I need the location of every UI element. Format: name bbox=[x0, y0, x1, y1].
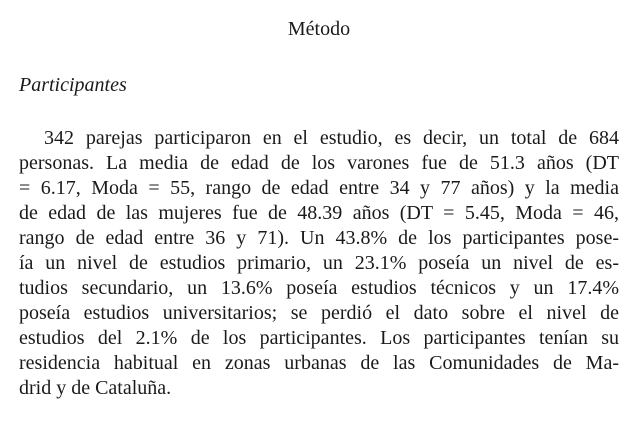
section-heading: Método bbox=[287, 18, 351, 40]
participants-paragraph bbox=[19, 126, 619, 401]
paragraph-line: residencia habitual en zonas urbanas de las Comunidades de Ma- bbox=[19, 352, 619, 374]
paragraph-line: de edad de las mujeres fue de 48.39 años (DT = 5.45, Moda = 46, bbox=[19, 202, 619, 224]
paragraph-line: poseía estudios universitarios; se perdió el dato sobre el nivel de bbox=[19, 302, 619, 324]
paragraph-line: 342 parejas participaron en el estudio, es decir, un total de 684 bbox=[44, 127, 619, 149]
subsection-heading: Participantes bbox=[19, 74, 127, 96]
paragraph-line: drid y de Cataluña. bbox=[19, 377, 172, 399]
paragraph-line: estudios del 2.1% de los participantes. Los participantes tenían su bbox=[19, 327, 619, 349]
paragraph-line: personas. La media de edad de los varones fue de 51.3 años (DT bbox=[19, 152, 619, 174]
paragraph-line: = 6.17, Moda = 55, rango de edad entre 34 y 77 años) y la media bbox=[19, 177, 619, 199]
paragraph-line: tudios secundario, un 13.6% poseía estudios técnicos y un 17.4% bbox=[19, 277, 619, 299]
paragraph-line: rango de edad entre 36 y 71). Un 43.8% de los participantes pose- bbox=[19, 227, 619, 249]
paragraph-line: ía un nivel de estudios primario, un 23.1% poseía un nivel de es- bbox=[19, 252, 619, 274]
